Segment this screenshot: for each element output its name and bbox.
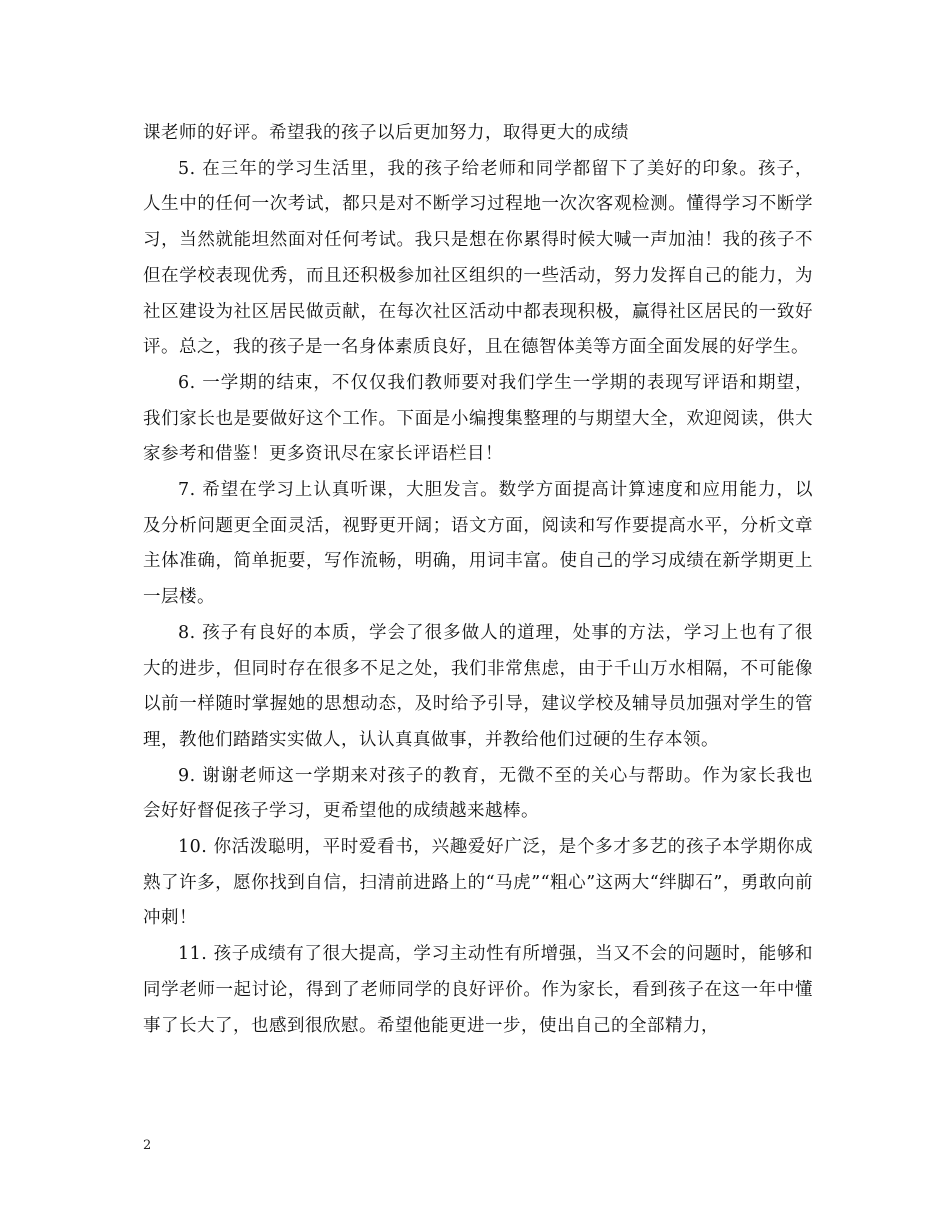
page-number: 2: [143, 1138, 152, 1153]
paragraph-item-5: 5. 在三年的学习生活里，我的孩子给老师和同学都留下了美好的印象。孩子，人生中的任何一次考试，都只是对不断学习过程地一次次客观检测。懂得学习不断学习，当然就能坦然面对任何考试。我只是想在你累得时候大喊一声加油！我的孩子不但在学校表现优秀，而且还积极参加社区组织的一些活动，努力发挥自己的能力，为社区建设为社区居民做贡献，在每次社区活动中都表现积极，赢得社区居民的一致好评。总之，我的孩子是一名身体素质良好，且在德智体美等方面全面发展的好学生。: [143, 158, 813, 358]
paragraph-item-9: 9. 谢谢老师这一学期来对孩子的教育，无微不至的关心与帮助。作为家长我也会好好督促孩子学习，更希望他的成绩越来越棒。: [143, 765, 813, 822]
paragraph-item-10: 10. 你活泼聪明，平时爱看书，兴趣爱好广泛，是个多才多艺的孩子本学期你成熟了许多，愿你找到自信，扫清前进路上的“马虎”“粗心”这两大“绊脚石”，勇敢向前冲刺！: [143, 837, 813, 929]
paragraph-item-6: 6. 一学期的结束，不仅仅我们教师要对我们学生一学期的表现写评语和期望，我们家长也是要做好这个工作。下面是小编搜集整理的与期望大全，欢迎阅读，供大家参考和借鉴！更多资讯尽在家长评语栏目！: [143, 372, 813, 465]
paragraph-continuation: 课老师的好评。希望我的孩子以后更加努力，取得更大的成绩: [143, 123, 629, 143]
document-body: [143, 116, 813, 1044]
paragraph-item-11: 11. 孩子成绩有了很大提高，学习主动性有所增强，当又不会的问题时，能够和同学老师一起讨论，得到了老师同学的良好评价。作为家长，看到孩子在这一年中懂事了长大了，也感到很欣慰。希望他能更进一步，使出自己的全部精力，: [143, 944, 813, 1036]
paragraph-item-7: 7. 希望在学习上认真听课，大胆发言。数学方面提高计算速度和应用能力，以及分析问题更全面灵活，视野更开阔；语文方面，阅读和写作要提高水平，分析文章主体准确，简单扼要，写作流畅，明确，用词丰富。使自己的学习成绩在新学期更上一层楼。: [143, 480, 813, 608]
paragraph-item-8: 8. 孩子有良好的本质，学会了很多做人的道理，处事的方法，学习上也有了很大的进步，但同时存在很多不足之处，我们非常焦虑，由于千山万水相隔，不可能像以前一样随时掌握她的思想动态，及时给予引导，建议学校及辅导员加强对学生的管理，教他们踏踏实实做人，认认真真做事，并教给他们过硬的生存本领。: [143, 622, 813, 750]
